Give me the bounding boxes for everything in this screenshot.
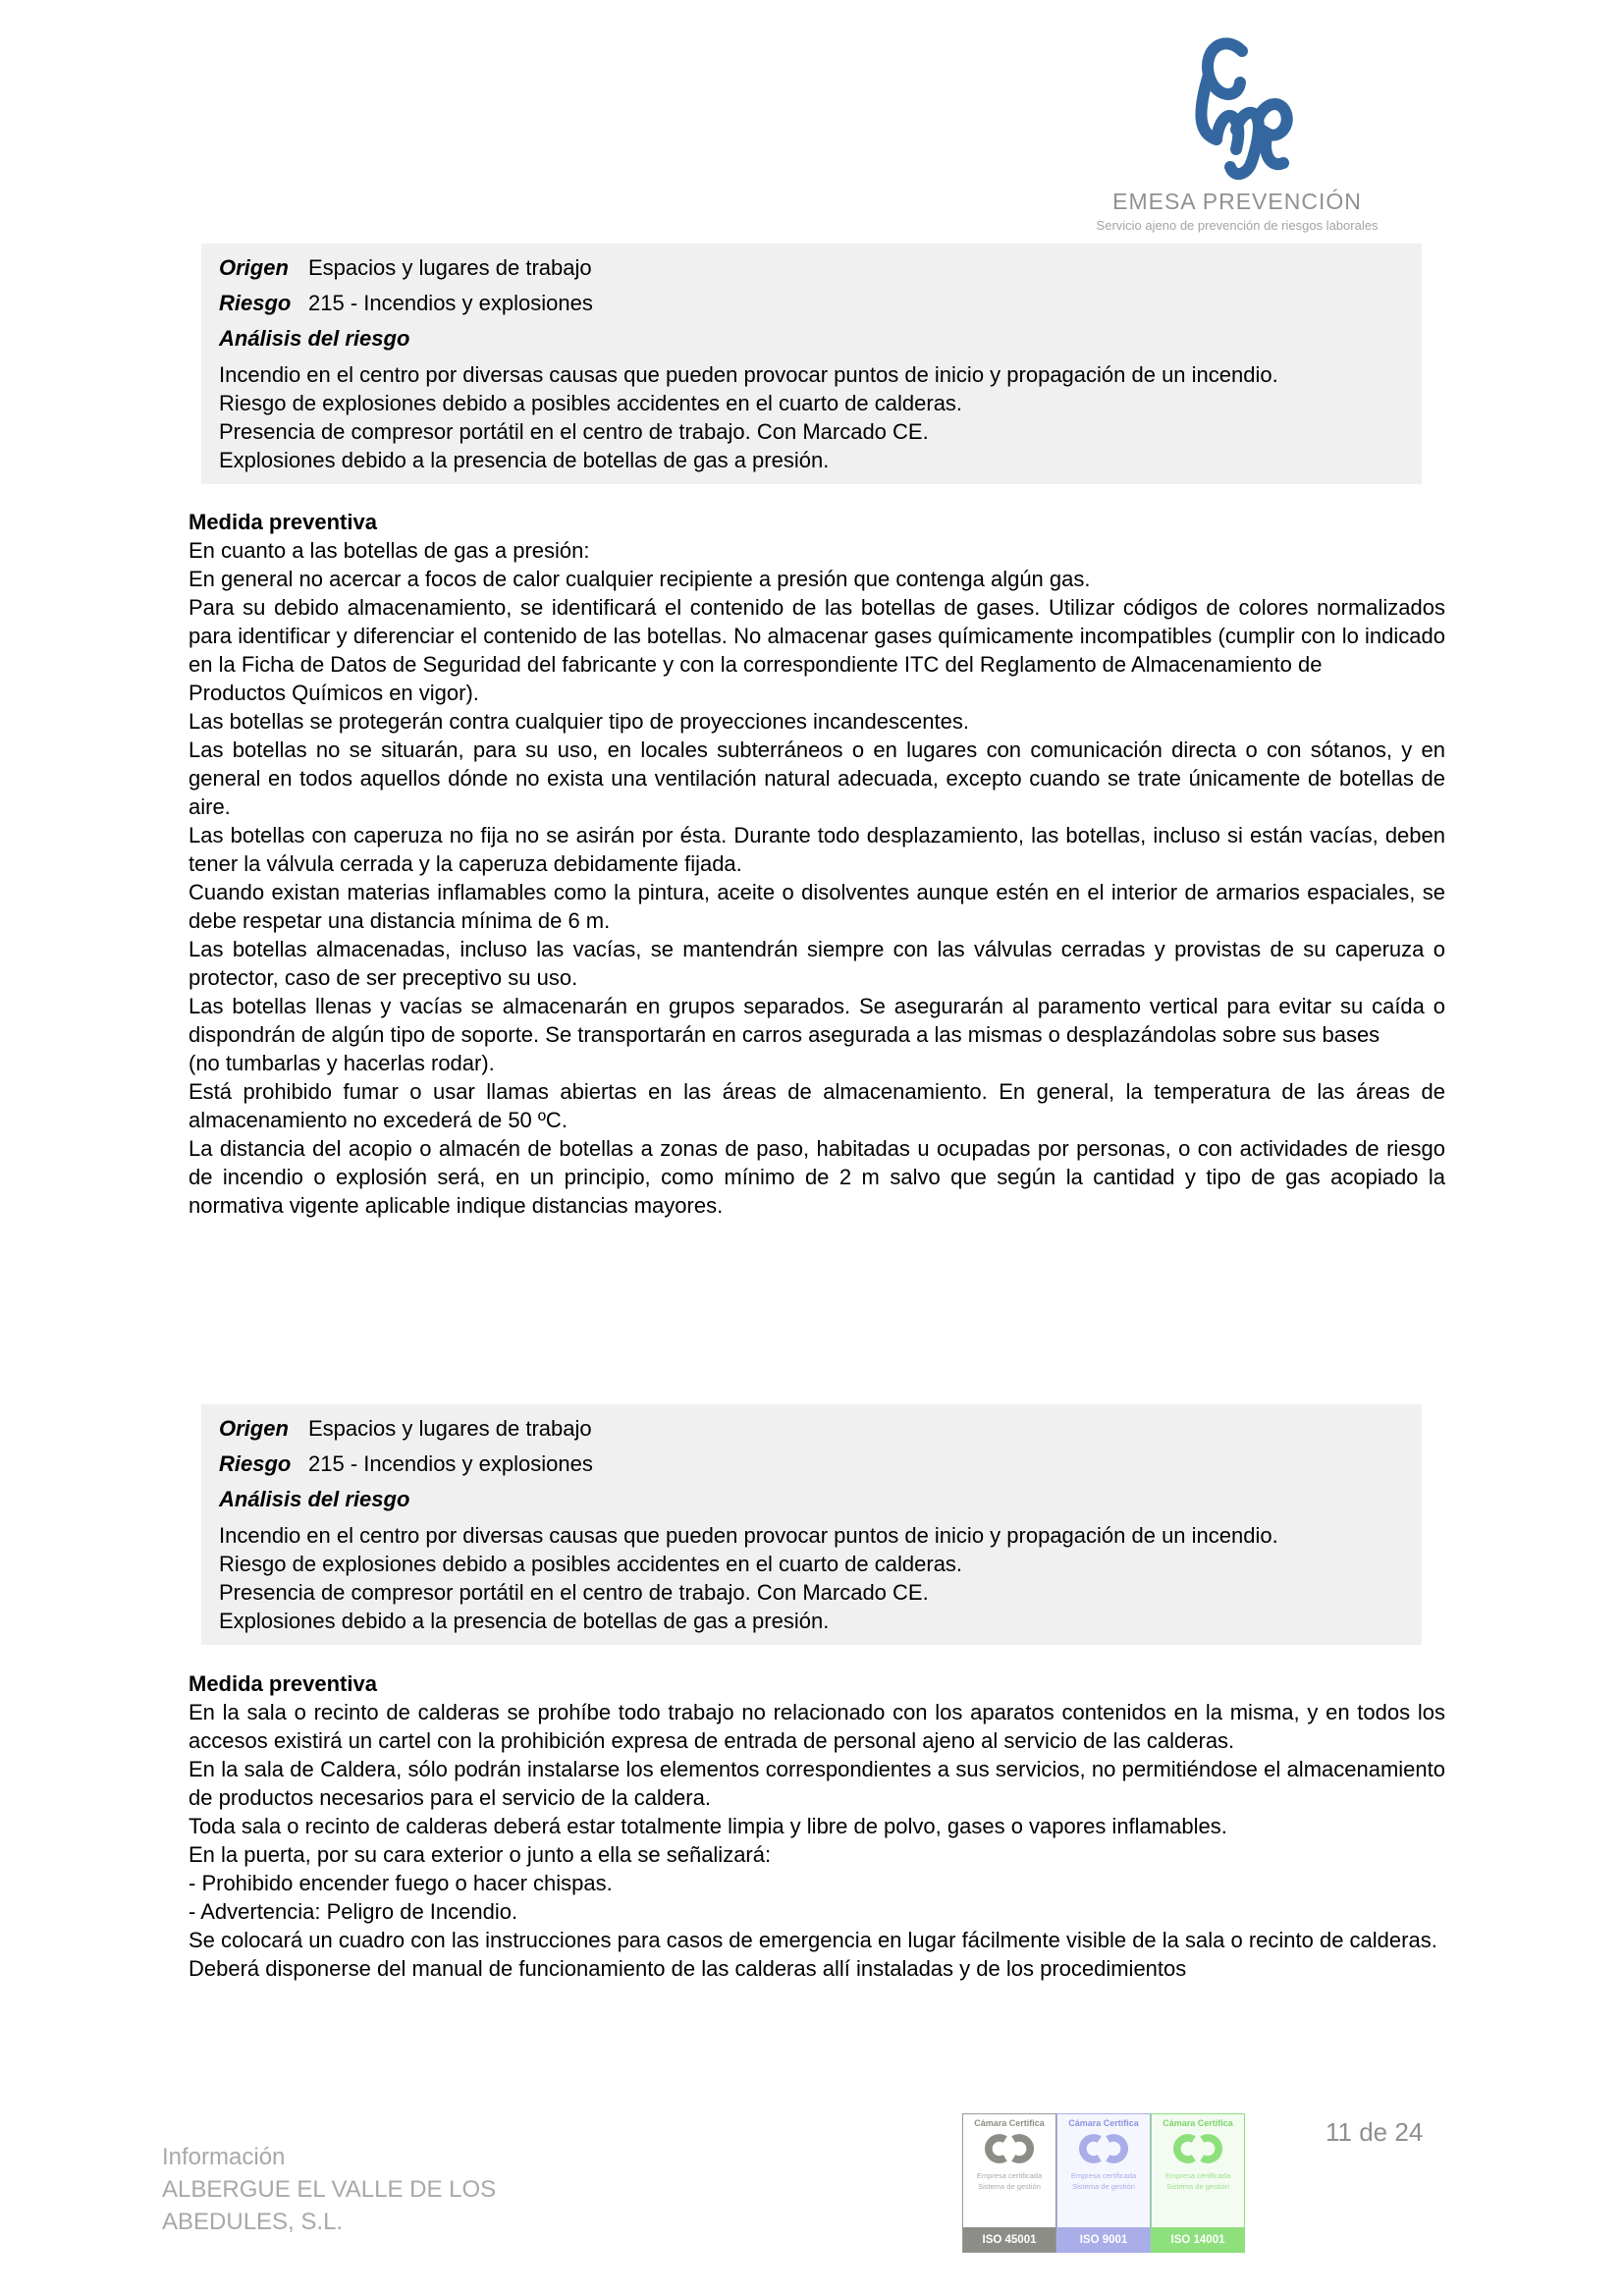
- measure-heading: Medida preventiva: [189, 510, 377, 534]
- footer-info-label: Información: [162, 2144, 286, 2170]
- badge-subtitle-2: Sistema de gestión: [1166, 2182, 1229, 2191]
- risk-value: 215 - Incendios y explosiones: [308, 291, 593, 315]
- analysis-heading: Análisis del riesgo: [219, 1487, 410, 1511]
- origin-label: Origen: [219, 255, 289, 280]
- risk-label: Riesgo: [219, 1451, 292, 1476]
- risk-row: [219, 286, 1412, 321]
- measure-paragraphs: [189, 1698, 1445, 1983]
- paragraph: Productos Químicos en vigor).: [189, 681, 479, 705]
- footer-info: [162, 2141, 496, 2238]
- paragraph: Presencia de compresor portátil en el centro de trabajo. Con Marcado CE.: [219, 1580, 929, 1605]
- camara-certifica-icon: [1075, 2132, 1132, 2170]
- analysis-heading: Análisis del riesgo: [219, 326, 410, 351]
- logo-tagline: Servicio ajeno de prevención de riesgos laborales: [1096, 218, 1379, 233]
- paragraph: Incendio en el centro por diversas causas que pueden provocar puntos de inicio y propagación de un incendio.: [219, 362, 1278, 387]
- paragraph: Cuando existan materias inflamables como la pintura, aceite o disolventes aunque estén en el interior de armarios espaciales, se debe respetar una distancia mínima de 6 m.: [189, 880, 1445, 933]
- paragraph: Deberá disponerse del manual de funcionamiento de las calderas allí instaladas y de los procedimientos: [189, 1956, 1187, 1981]
- badge-title: Cámara Certifica: [1163, 2118, 1233, 2128]
- paragraph: Las botellas almacenadas, incluso las vacías, se mantendrán siempre con las válvulas cerradas y provistas de su caperuza o protector, caso de ser preceptivo su uso.: [189, 937, 1445, 990]
- measure-heading: Medida preventiva: [189, 1671, 377, 1696]
- paragraph: En general no acercar a focos de calor cualquier recipiente a presión que contenga algún gas.: [189, 567, 1091, 591]
- paragraph: Las botellas con caperuza no fija no se asirán por ésta. Durante todo desplazamiento, las botellas, incluso si están vacías, deben tener la válvula cerrada y la caperuza debidamente fijada.: [189, 823, 1445, 876]
- header-logo-block: [1070, 27, 1404, 233]
- camara-certifica-icon: [981, 2132, 1038, 2170]
- measure-paragraphs: [189, 536, 1445, 1220]
- risk-summary-block-1: [201, 244, 1422, 484]
- origin-row: [219, 250, 1412, 286]
- badge-subtitle-2: Sistema de gestión: [1072, 2182, 1135, 2191]
- paragraph: (no tumbarlas y hacerlas rodar).: [189, 1051, 495, 1075]
- company-logo-text: EMESA PREVENCIÓN: [1112, 189, 1362, 214]
- paragraph: En la sala de Caldera, sólo podrán instalarse los elementos correspondientes a sus servicios, no permitiéndose el almacenamiento de productos necesarios para el servicio de la caldera.: [189, 1757, 1445, 1810]
- camara-certifica-icon: [1169, 2132, 1226, 2170]
- analysis-paragraphs: [219, 360, 1412, 474]
- iso-label: ISO 14001: [1152, 2227, 1244, 2252]
- cert-badge-iso14001: [1151, 2113, 1245, 2253]
- iso-label: ISO 45001: [963, 2227, 1055, 2252]
- paragraph: La distancia del acopio o almacén de botellas a zonas de paso, habitadas u ocupadas por personas, o con actividades de riesgo de incendio o explosión será, en un principio, como mínimo de 2 m salvo que según la cantidad y tipo de gas acopiado la normativa vigente aplicable indique distancias mayores.: [189, 1136, 1445, 1218]
- paragraph: Explosiones debido a la presencia de botellas de gas a presión.: [219, 1609, 830, 1633]
- paragraph: En la sala o recinto de calderas se prohíbe todo trabajo no relacionado con los aparatos contenidos en la misma, y en todos los accesos existirá un cartel con la prohibición expresa de entrada de personal ajeno al servicio de las calderas.: [189, 1700, 1445, 1753]
- origin-value: Espacios y lugares de trabajo: [308, 255, 592, 280]
- badge-title: Cámara Certifica: [974, 2118, 1045, 2128]
- paragraph: - Advertencia: Peligro de Incendio.: [189, 1899, 518, 1924]
- badge-subtitle-1: Empresa certificada: [1070, 2171, 1137, 2180]
- paragraph: Las botellas llenas y vacías se almacenarán en grupos separados. Se asegurarán al paramento vertical para evitar su caída o dispondrán de algún tipo de soporte. Se transportarán en carros asegurada a las mismas o desplazándolas sobre sus bases: [189, 994, 1445, 1047]
- iso-label: ISO 9001: [1057, 2227, 1150, 2252]
- paragraph: En la puerta, por su cara exterior o junto a ella se señalizará:: [189, 1842, 772, 1867]
- footer-company-line2: ABEDULES, S.L.: [162, 2209, 344, 2235]
- paragraph: Riesgo de explosiones debido a posibles accidentes en el cuarto de calderas.: [219, 391, 963, 415]
- risk-value: 215 - Incendios y explosiones: [308, 1451, 593, 1476]
- preventive-measure-block-2: [189, 1669, 1445, 1983]
- paragraph: Presencia de compresor portátil en el centro de trabajo. Con Marcado CE.: [219, 419, 929, 444]
- origin-row: [219, 1411, 1412, 1447]
- risk-summary-block-2: [201, 1404, 1422, 1645]
- paragraph: - Prohibido encender fuego o hacer chispas.: [189, 1871, 613, 1895]
- preventive-measure-block-1: [189, 508, 1445, 1220]
- paragraph: Se colocará un cuadro con las instrucciones para casos de emergencia en lugar fácilmente visible de la sala o recinto de calderas.: [189, 1928, 1437, 1952]
- paragraph: Riesgo de explosiones debido a posibles accidentes en el cuarto de calderas.: [219, 1552, 963, 1576]
- cert-badge-iso9001: [1056, 2113, 1151, 2253]
- badge-title: Cámara Certifica: [1068, 2118, 1139, 2128]
- badge-subtitle-1: Empresa certificada: [976, 2171, 1043, 2180]
- paragraph: Las botellas se protegerán contra cualquier tipo de proyecciones incandescentes.: [189, 709, 969, 734]
- emesa-logo-icon: [1070, 27, 1404, 187]
- footer-company-line1: ALBERGUE EL VALLE DE LOS: [162, 2176, 497, 2203]
- paragraph: Para su debido almacenamiento, se identificará el contenido de las botellas de gases. Utilizar códigos de colores normalizados para identificar y diferenciar el contenido de las botellas. No almacenar gases químicamente incompatibles (cumplir con lo indicado en la Ficha de Datos de Seguridad del fabricante y con la correspondiente ITC del Reglamento de Almacenamiento de: [189, 595, 1445, 677]
- paragraph: Toda sala o recinto de calderas deberá estar totalmente limpia y libre de polvo, gases o vapores inflamables.: [189, 1814, 1227, 1838]
- badge-subtitle-2: Sistema de gestión: [978, 2182, 1041, 2191]
- paragraph: Explosiones debido a la presencia de botellas de gas a presión.: [219, 448, 830, 472]
- risk-label: Riesgo: [219, 291, 292, 315]
- certification-badges: [962, 2113, 1245, 2253]
- paragraph: Incendio en el centro por diversas causas que pueden provocar puntos de inicio y propagación de un incendio.: [219, 1523, 1278, 1548]
- cert-badge-iso45001: [962, 2113, 1056, 2253]
- page-number: 11 de 24: [1325, 2117, 1424, 2147]
- badge-subtitle-1: Empresa certificada: [1164, 2171, 1231, 2180]
- origin-label: Origen: [219, 1416, 289, 1441]
- paragraph: Las botellas no se situarán, para su uso, en locales subterráneos o en lugares con comunicación directa o con sótanos, y en general en todos aquellos dónde no exista una ventilación natural adecuada, excepto cuando se trate únicamente de botellas de aire.: [189, 738, 1445, 819]
- origin-value: Espacios y lugares de trabajo: [308, 1416, 592, 1441]
- risk-row: [219, 1447, 1412, 1482]
- paragraph: Está prohibido fumar o usar llamas abiertas en las áreas de almacenamiento. En general, la temperatura de las áreas de almacenamiento no excederá de 50 ºC.: [189, 1079, 1445, 1132]
- analysis-paragraphs: [219, 1521, 1412, 1635]
- paragraph: En cuanto a las botellas de gas a presión:: [189, 538, 590, 563]
